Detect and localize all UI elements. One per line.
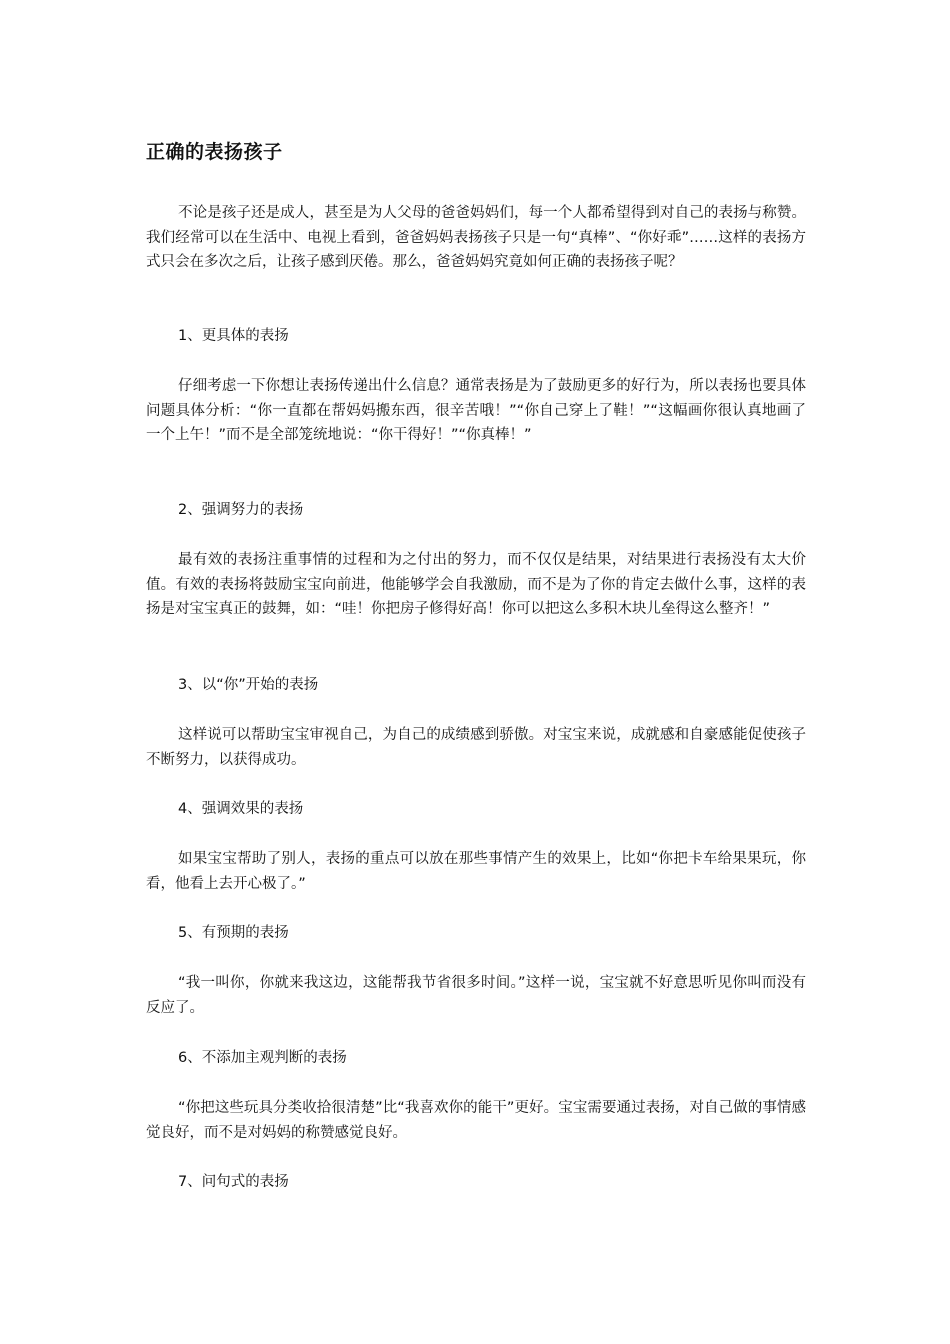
section-heading-1: 1、更具体的表扬 — [178, 328, 289, 344]
section-body-3: 这样说可以帮助宝宝审视自己，为自己的成绩感到骄傲。对宝宝来说，成就感和自豪感能促使孩子不断努力，以获得成功。 — [146, 727, 806, 768]
section-heading-4: 4、强调效果的表扬 — [178, 801, 304, 817]
section-heading-3: 3、以“你”开始的表扬 — [178, 677, 319, 693]
section-heading-6: 6、不添加主观判断的表扬 — [178, 1050, 347, 1066]
section-heading-7: 7、问句式的表扬 — [178, 1174, 289, 1190]
section-body-6: “你把这些玩具分类收拾很清楚”比“我喜欢你的能干”更好。宝宝需要通过表扬，对自己做的事情感觉良好，而不是对妈妈的称赞感觉良好。 — [146, 1100, 806, 1141]
section-heading-5: 5、有预期的表扬 — [178, 925, 289, 941]
section-body-5: “我一叫你，你就来我这边，这能帮我节省很多时间。”这样一说，宝宝就不好意思听见你叫而没有反应了。 — [146, 975, 806, 1016]
document-title: 正确的表扬孩子 — [146, 140, 283, 163]
section-body-2: 最有效的表扬注重事情的过程和为之付出的努力，而不仅仅是结果，对结果进行表扬没有太大价值。有效的表扬将鼓励宝宝向前进，他能够学会自我激励，而不是为了你的肯定去做什么事，这样的表扬是对宝宝真正的鼓舞，如：“哇！你把房子修得好高！你可以把这么多积木块儿垒得这么整齐！” — [146, 552, 806, 617]
section-body-1: 仔细考虑一下你想让表扬传递出什么信息？通常表扬是为了鼓励更多的好行为，所以表扬也要具体问题具体分析：“你一直都在帮妈妈搬东西，很辛苦哦！”“你自己穿上了鞋！”“这幅画你很认真地画了一个上午！”而不是全部笼统地说：“你干得好！”“你真棒！” — [146, 378, 806, 443]
intro-paragraph: 不论是孩子还是成人，甚至是为人父母的爸爸妈妈们，每一个人都希望得到对自己的表扬与称赞。我们经常可以在生活中、电视上看到，爸爸妈妈表扬孩子只是一句“真棒”、“你好乖”……这样的表扬方式只会在多次之后，让孩子感到厌倦。那么，爸爸妈妈究竟如何正确的表扬孩子呢？ — [146, 205, 806, 270]
section-body-4: 如果宝宝帮助了别人，表扬的重点可以放在那些事情产生的效果上，比如“你把卡车给果果玩，你看，他看上去开心极了。” — [146, 851, 806, 892]
section-heading-2: 2、强调努力的表扬 — [178, 502, 304, 518]
